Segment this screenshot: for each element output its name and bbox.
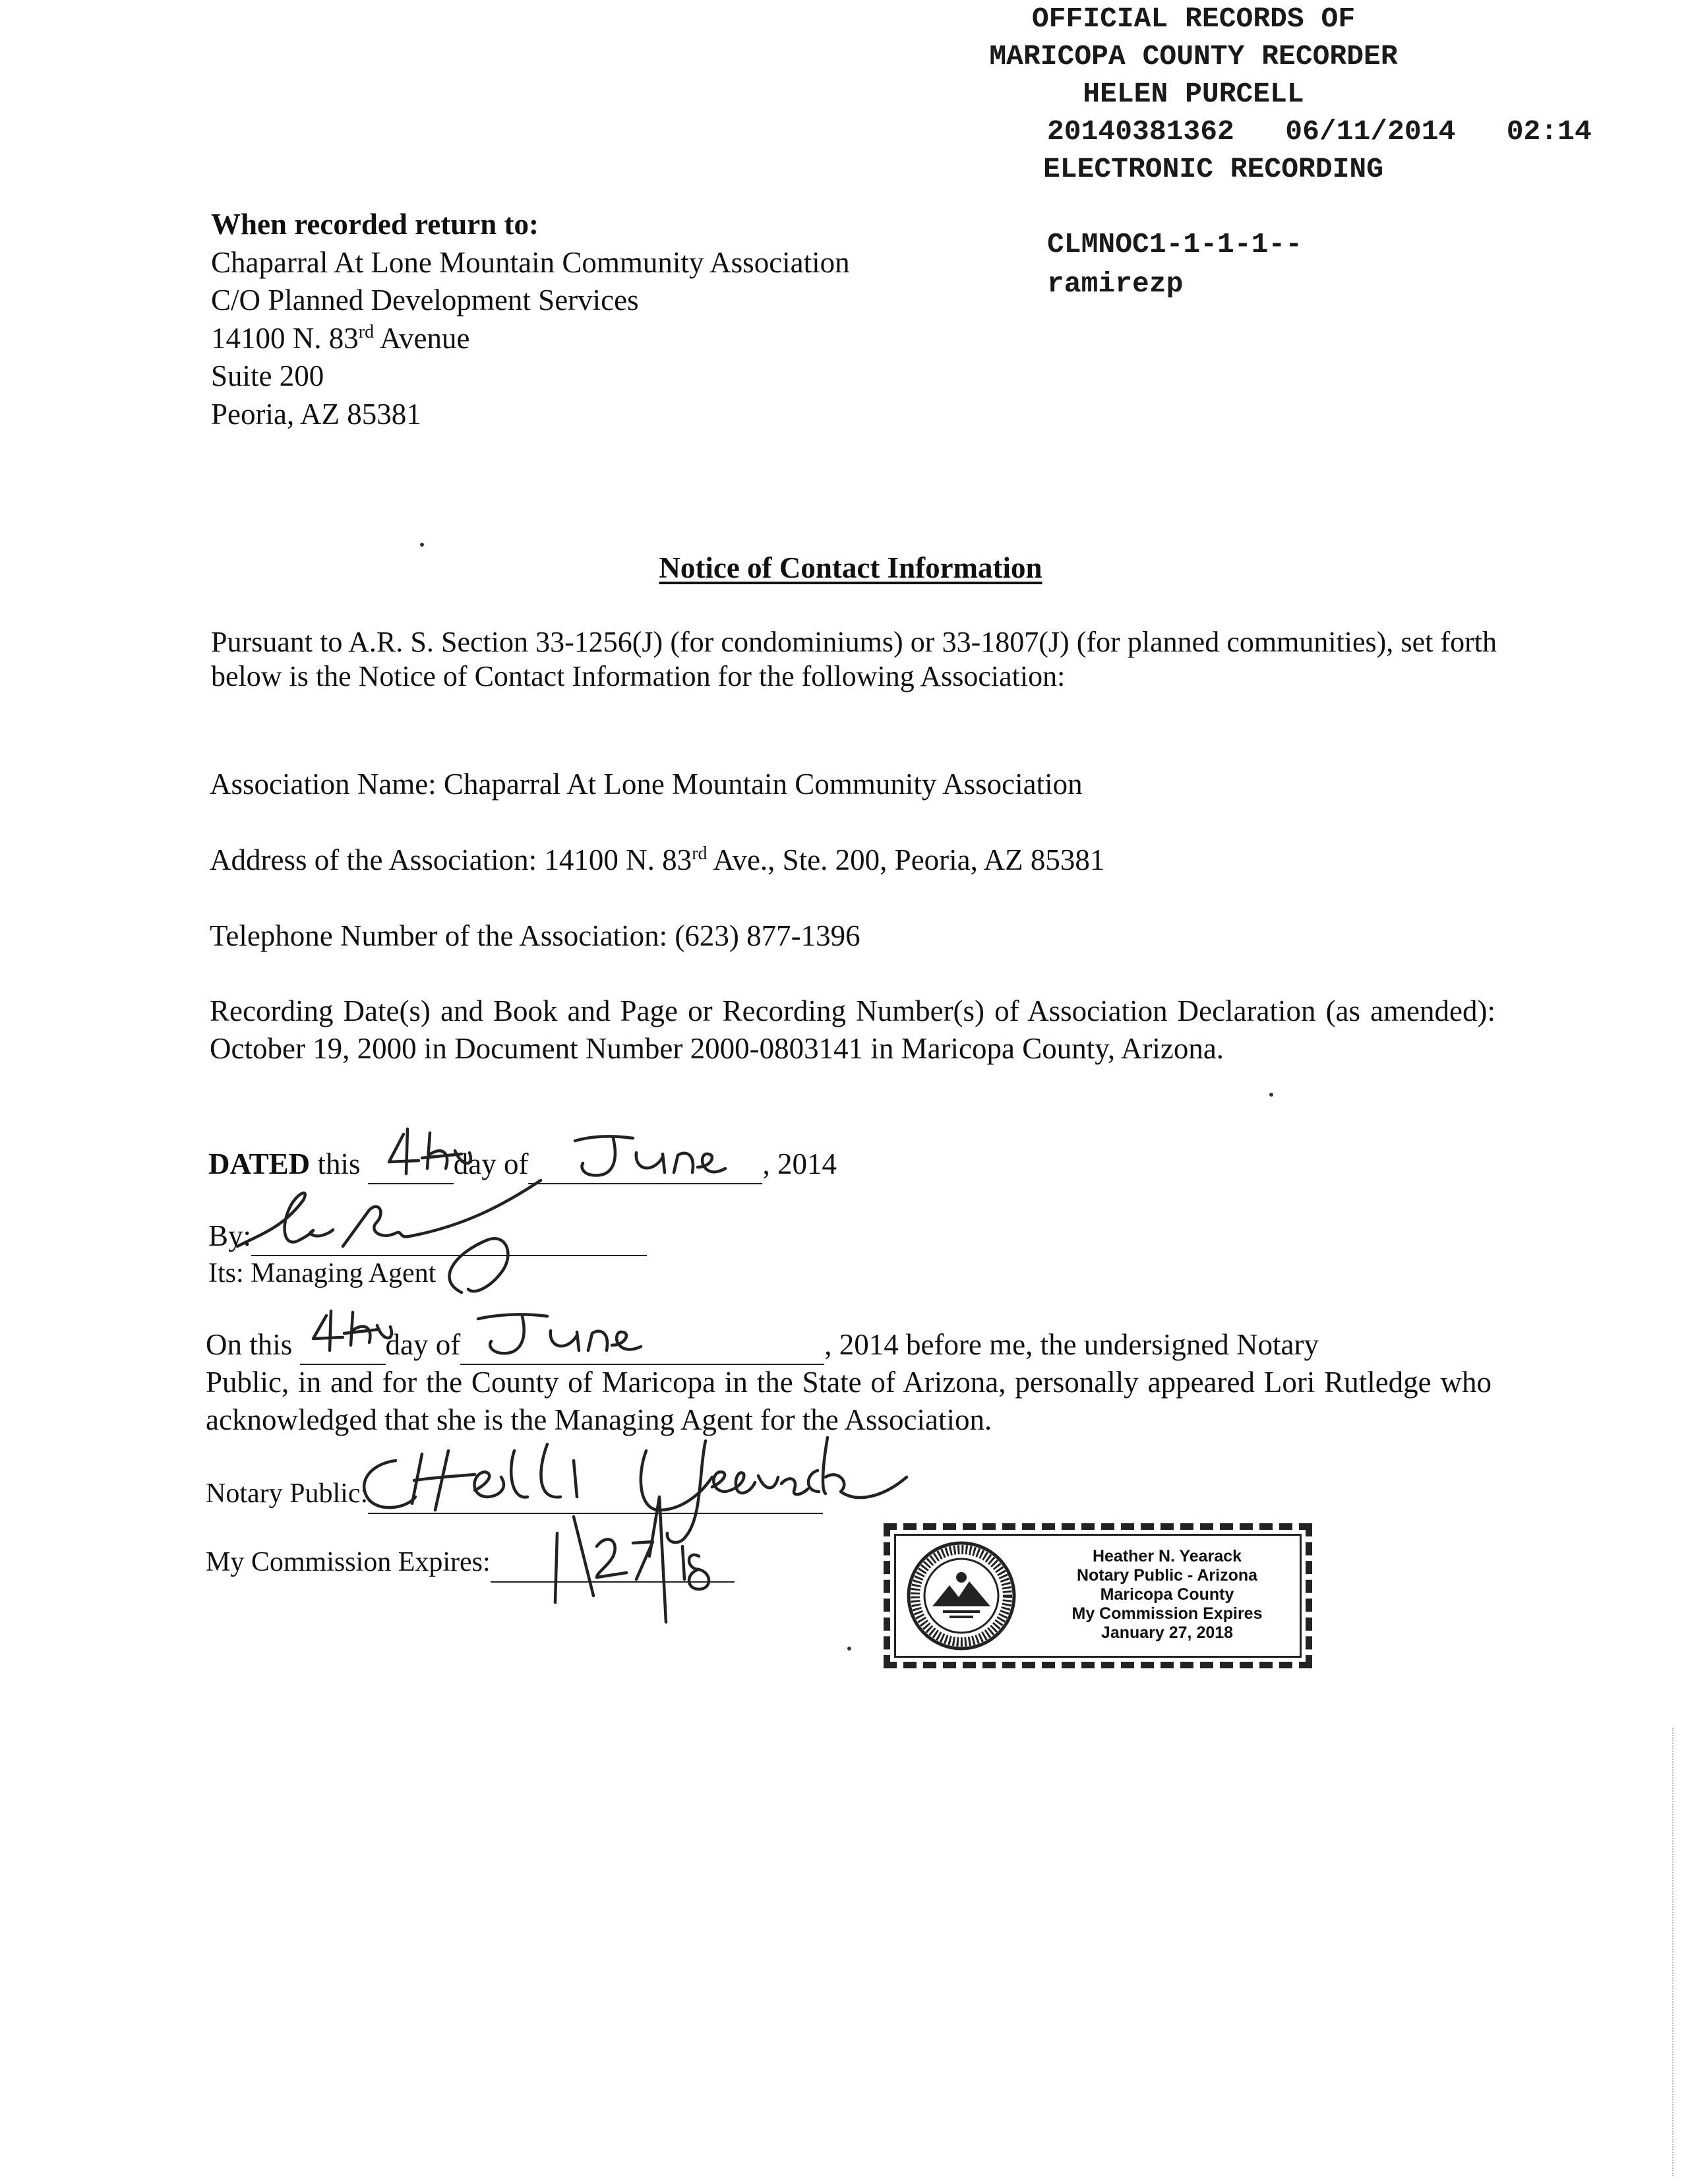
- dated-line: [208, 1145, 837, 1184]
- dated-year: , 2014: [762, 1147, 837, 1180]
- notary-on-this-line: [206, 1325, 1319, 1365]
- notary-on-this: On this: [206, 1328, 300, 1361]
- association-address-end: Ave., Ste. 200, Peoria, AZ 85381: [707, 843, 1105, 876]
- notary-stamp-text: [1035, 1547, 1299, 1643]
- dated-month-blank: [528, 1145, 762, 1184]
- intro-paragraph: Pursuant to A.R. S. Section 33-1256(J) (for condominiums) or 33-1807(J) (for planned communities), set forth below is the Notice of Contact Information for the following Association:: [211, 626, 1497, 692]
- recorder-date: 06/11/2014: [1285, 115, 1456, 148]
- notary-body: Public, in and for the County of Maricopa in the State of Arizona, personally appeared Lori Rutledge who acknowledged that she is the Managing Agent for the Association.: [206, 1366, 1492, 1436]
- recorder-line-2: MARICOPA COUNTY RECORDER: [989, 40, 1398, 73]
- stray-mark-dot: [1269, 1093, 1273, 1097]
- return-to-street-number: 14100 N. 83: [211, 321, 359, 355]
- stray-mark-dot: [847, 1647, 851, 1651]
- its-line: Its: Managing Agent: [208, 1258, 437, 1289]
- notary-stamp-expires-label: My Commission Expires: [1071, 1604, 1263, 1623]
- return-to-line-2: C/O Planned Development Services: [211, 284, 639, 317]
- recorder-clerk: ramirezp: [1047, 268, 1184, 300]
- recorder-line-4: [1047, 113, 1675, 150]
- dated-day-blank: [368, 1145, 454, 1184]
- return-to-line-3: [211, 320, 850, 358]
- stray-mark-dot: [420, 543, 424, 547]
- association-address-start: Address of the Association: 14100 N. 83: [210, 843, 692, 876]
- recorder-line-1: OFFICIAL RECORDS OF: [1031, 3, 1356, 35]
- by-label: By:: [208, 1219, 252, 1252]
- notary-public-line: [206, 1474, 823, 1514]
- recorder-code: CLMNOC1-1-1-1--: [1047, 228, 1303, 260]
- recorder-block: [989, 0, 1675, 188]
- dated-this: this: [310, 1147, 368, 1180]
- notary-signature-blank: [368, 1474, 823, 1514]
- notary-day-blank: [300, 1325, 386, 1365]
- association-name: Association Name: Chaparral At Lone Mountain Community Association: [210, 768, 1083, 801]
- return-to-line-5: Peoria, AZ 85381: [211, 397, 421, 431]
- notary-day-of: day of: [385, 1328, 461, 1361]
- association-phone: Telephone Number of the Association: (623) 877-1396: [210, 919, 860, 952]
- by-signature-blank: [251, 1217, 647, 1256]
- notary-public-label: Notary Public:: [206, 1478, 369, 1509]
- return-to-street-name: Avenue: [374, 321, 470, 355]
- association-address-suffix: rd: [692, 843, 708, 864]
- return-to-line-4: Suite 200: [211, 359, 324, 392]
- notary-stamp-title: Notary Public - Arizona: [1076, 1566, 1258, 1585]
- return-to-line-1: Chaparral At Lone Mountain Community Association: [211, 245, 850, 279]
- notary-stamp-expires-date: January 27, 2018: [1100, 1623, 1234, 1642]
- notary-year-rest: , 2014 before me, the undersigned Notary: [824, 1328, 1319, 1361]
- return-to-heading: When recorded return to:: [211, 208, 539, 241]
- by-line: [208, 1217, 647, 1256]
- notary-month-blank: [460, 1325, 824, 1365]
- recorder-doc-number: 20140381362: [1047, 115, 1234, 148]
- commission-label: My Commission Expires:: [206, 1547, 491, 1577]
- dated-label: DATED: [208, 1147, 311, 1180]
- document-title: Notice of Contact Information: [659, 551, 1042, 584]
- notary-stamp-name: Heather N. Yearack: [1092, 1547, 1242, 1565]
- return-to-street-suffix: rd: [358, 321, 375, 342]
- commission-line: [206, 1543, 735, 1583]
- dated-day-of: day of: [453, 1147, 529, 1180]
- association-address: [210, 841, 1104, 879]
- recorder-line-5: ELECTRONIC RECORDING: [1042, 153, 1384, 185]
- notary-stamp-county: Maricopa County: [1100, 1585, 1234, 1604]
- scan-edge-line: [1672, 1728, 1673, 2176]
- recorder-time: 02:14: [1506, 115, 1592, 148]
- return-to-block: [211, 206, 850, 433]
- arizona-seal-icon: [903, 1538, 1019, 1654]
- recorder-line-3: HELEN PURCELL: [1083, 78, 1304, 110]
- commission-date-blank: [491, 1543, 735, 1583]
- association-recording: Recording Date(s) and Book and Page or Recording Number(s) of Association Declaration (as amended): October 19, 2000 in Document Number 2000-0803141 in Maricopa County, Arizona.: [210, 994, 1495, 1065]
- notary-stamp: [884, 1523, 1312, 1668]
